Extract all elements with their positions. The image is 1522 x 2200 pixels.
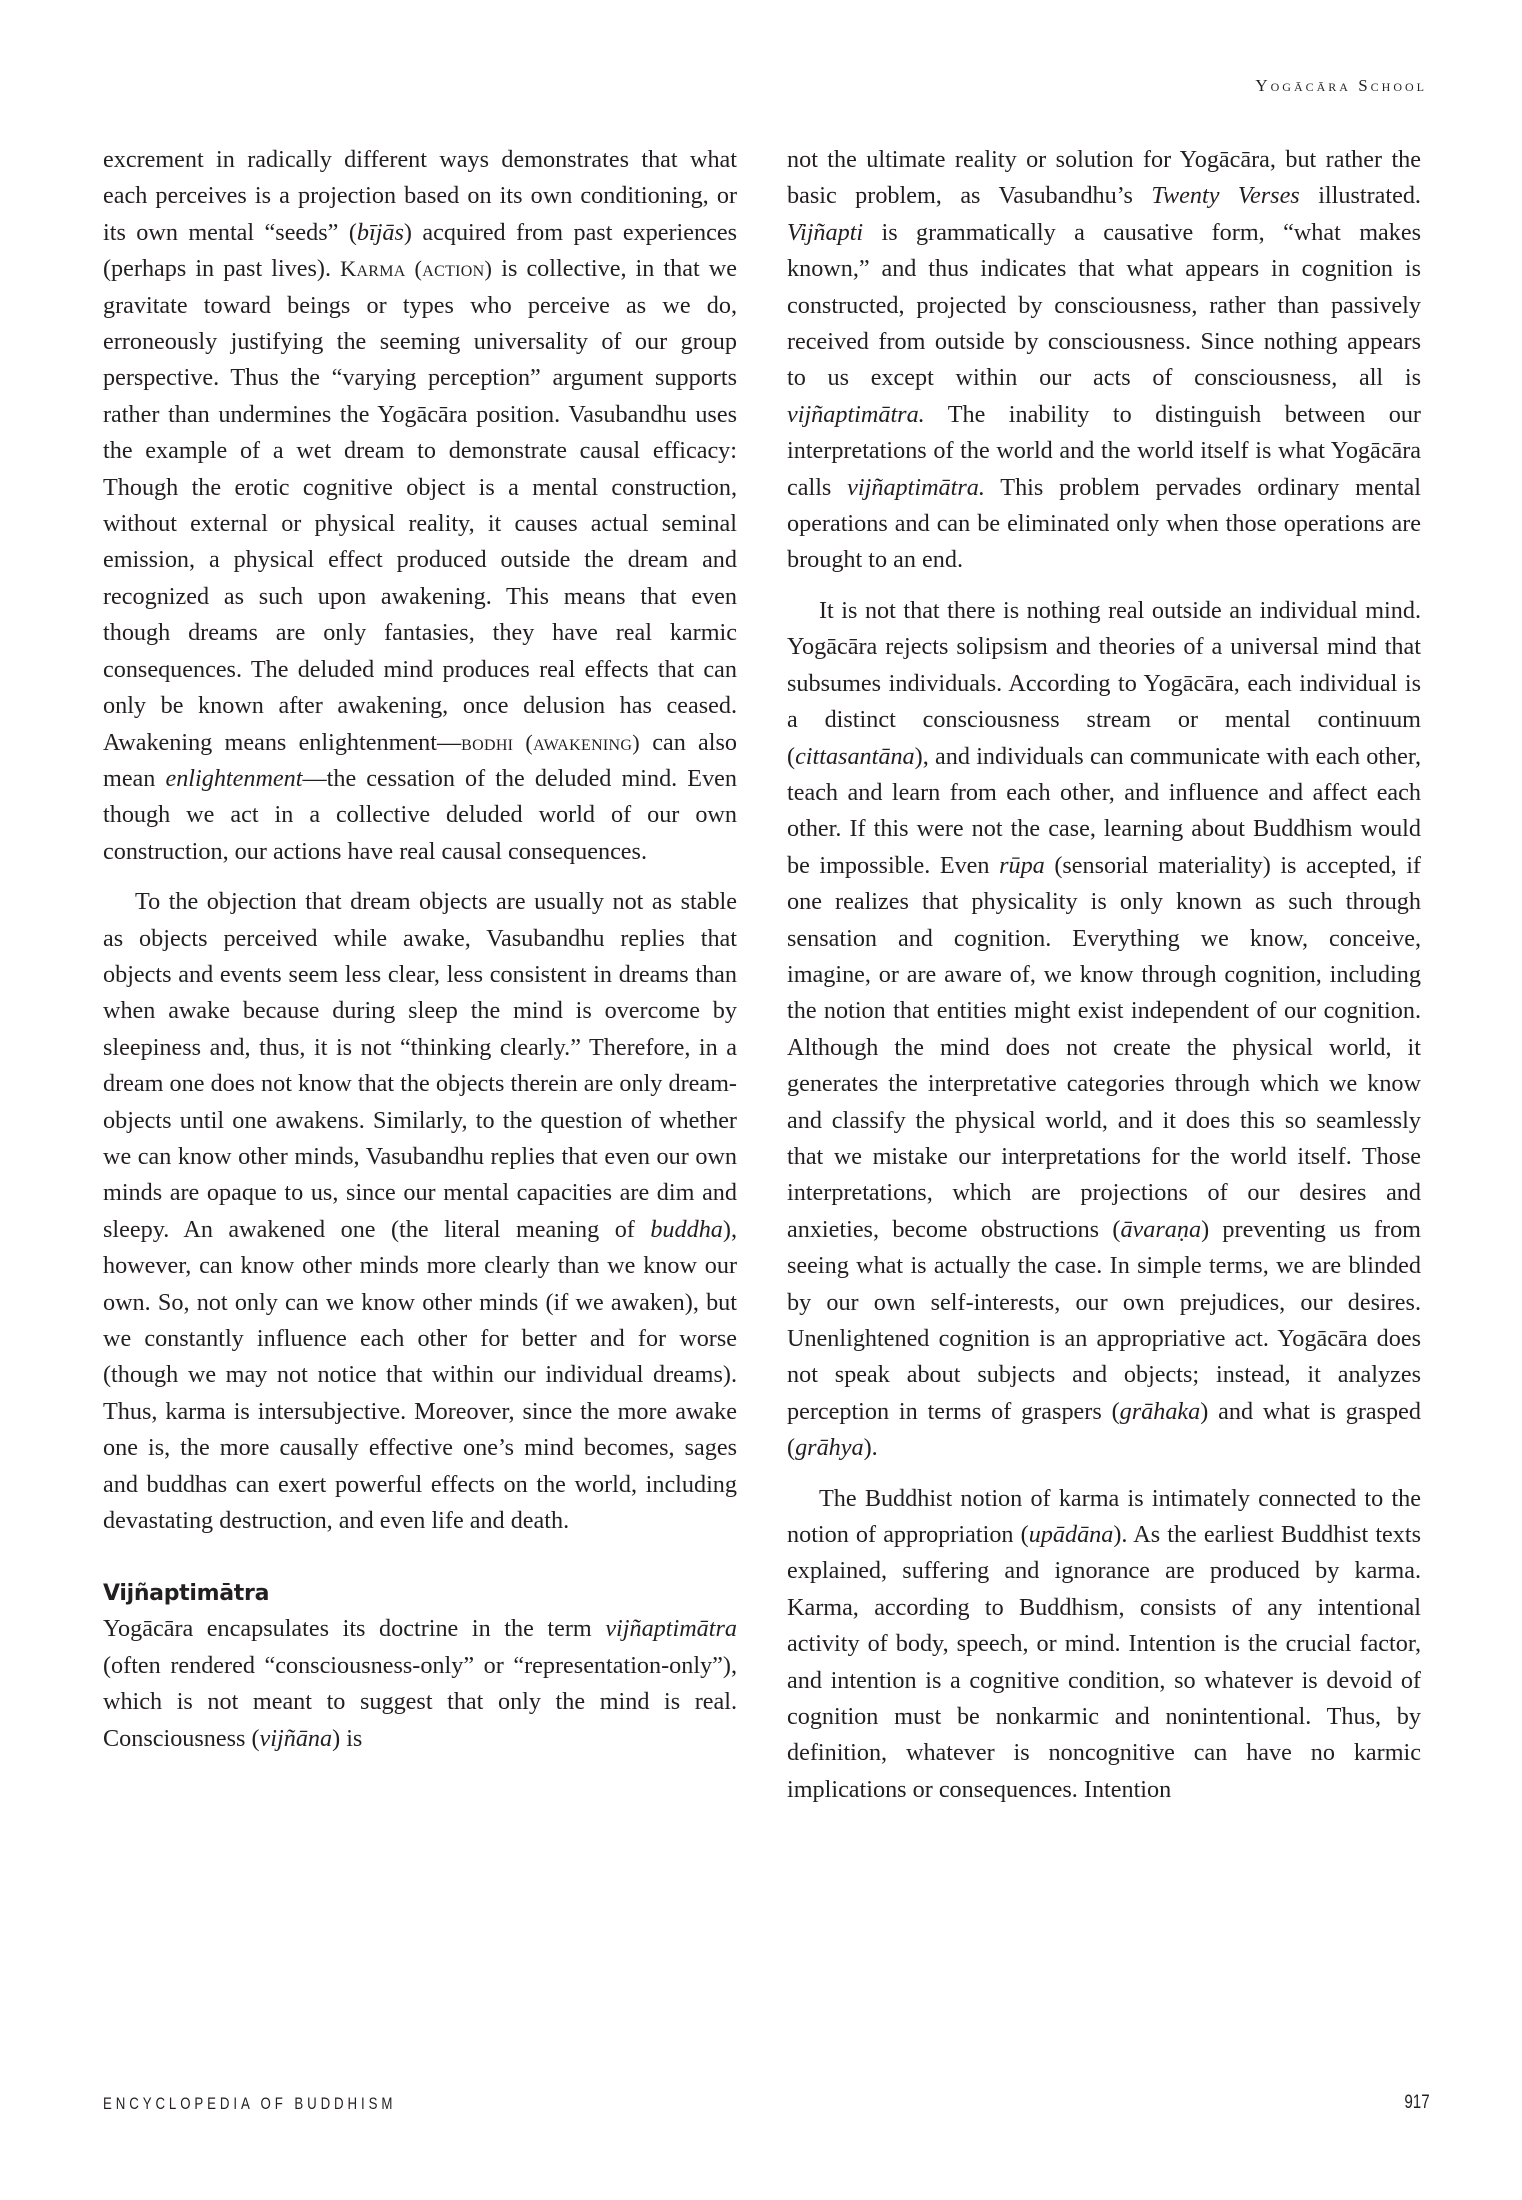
paragraph <box>787 1481 1421 1809</box>
cross-reference: Karma (action) <box>340 256 493 282</box>
sanskrit-term: Vijñapti <box>787 218 864 246</box>
sanskrit-term: grāhaka <box>1119 1397 1201 1425</box>
emphasis: enlightenment <box>165 764 303 792</box>
text: is collective, in that we gravitate toward beings or types who perceive as we do, erroneously justifying the seeming universality of our group perspective. Thus the “varying perception” argument supports rather than undermines the Yogācāra position. Vasubandhu uses the example of a wet dream to demonstrate causal efficacy: Though the erotic cognitive object is a mental construction, without external or physical reality, it causes actual seminal emission, a physical effect produced outside the dream and recognized as such upon awakening. This means that even though dreams are only fantasies, they have real karmic consequences. The deluded mind produces real effects that can only be known after awakening, once delusion has ceased. Awakening means enlightenment— <box>103 255 737 756</box>
sanskrit-term: grāhya <box>795 1434 864 1462</box>
text: ), however, can know other minds more clearly than we know our own. So, not only can we know other minds (if we awaken), but we constantly influence each other for better and for worse (though we may not notice that within our individual dreams). Thus, karma is intersubjective. Moreover, since the more awake one is, the more causally effective one’s mind becomes, sages and buddhas can exert powerful effects on the world, including devastating destruction, and even life and death. <box>103 1215 737 1535</box>
paragraph <box>103 884 737 1539</box>
footer-publication-title: ENCYCLOPEDIA OF BUDDHISM <box>103 2094 397 2113</box>
sanskrit-term: vijñāna <box>259 1724 333 1752</box>
text: ) preventing us from seeing what is actually the case. In simple terms, we are blinded by our own self-interests, our own prejudices, our desires. Unenlightened cognition is an appropriative act. Yogācāra does not speak about subjects and objects; instead, it analyzes perception in terms of graspers ( <box>787 1215 1421 1425</box>
sanskrit-term: buddha <box>650 1215 723 1243</box>
text: can also mean <box>103 728 737 792</box>
text: excrement in radically different ways demonstrates that what each perceives is a projection based on its own conditioning, or its own mental “seeds” ( <box>103 146 737 246</box>
sanskrit-term: cittasantāna <box>795 742 915 770</box>
text: ), and individuals can communicate with each other, teach and learn from each other, and influence and affect each other. If this were not the case, learning about Buddhism would be impossible. Even <box>787 742 1421 879</box>
text: illustrated. <box>1299 182 1421 210</box>
right-column <box>787 142 1421 1808</box>
paragraph <box>103 142 737 870</box>
sanskrit-term: upādāna <box>1028 1521 1114 1549</box>
running-head: Yogācāra School <box>1255 76 1427 95</box>
text: It is not that there is nothing real outside an individual mind. Yogācāra rejects solipsism and theories of a universal mind that subsumes individuals. According to Yogācāra, each individual is a distinct consciousness stream or mental continuum ( <box>787 596 1421 770</box>
text: ) and what is grasped ( <box>787 1397 1421 1462</box>
sanskrit-term: vijñaptimātra <box>605 1615 737 1643</box>
text: —the cessation of the deluded mind. Even though we act in a collective deluded world of our own construction, our actions have real causal consequences. <box>103 764 737 865</box>
text: is grammatically a causative form, “what makes known,” and thus indicates that what appears in cognition is constructed, projected by consciousness, rather than passively received from outside by consciousness. Since nothing appears to us except within our acts of consciousness, all is <box>787 218 1421 392</box>
paragraph <box>103 1611 737 1757</box>
section-heading: Vijñaptimātra <box>103 1581 270 1607</box>
cross-reference: bodhi (awakening) <box>461 729 640 755</box>
sanskrit-term: rūpa <box>999 851 1045 879</box>
text: Yogācāra encapsulates its doctrine in the term <box>103 1615 606 1643</box>
text: ). <box>863 1434 878 1462</box>
text: ) acquired from past experiences (perhaps in past lives). <box>103 218 737 283</box>
sanskrit-term: vijñaptimātra. <box>847 473 985 501</box>
page-number: 917 <box>1404 2092 1430 2113</box>
sanskrit-term: vijñaptimātra. <box>787 400 925 428</box>
text: (sensorial materiality) is accepted, if one realizes that physicality is only known as such through sensation and cognition. Everything we know, conceive, imagine, or are aware of, we know through cognition, including the notion that entities might exist independent of our cognition. Although the mind does not create the physical world, it generates the interpretative categories through which we know and classify the physical world, and it does this so seamlessly that we mistake our interpretations for the world itself. Those interpretations, which are projections of our desires and anxieties, become obstructions ( <box>787 851 1421 1243</box>
paragraph <box>787 593 1421 1467</box>
left-column <box>103 142 737 1757</box>
text: The Buddhist notion of karma is intimately connected to the notion of appropriation ( <box>787 1484 1421 1549</box>
text: ) is <box>332 1724 363 1752</box>
book-title: Twenty Verses <box>1151 182 1300 210</box>
sanskrit-term: bījās <box>356 218 404 246</box>
paragraph <box>787 142 1421 579</box>
text: The inability to distinguish between our interpretations of the world and the world itself is what Yogācāra calls <box>787 400 1421 501</box>
text: To the objection that dream objects are usually not as stable as objects perceived while awake, Vasubandhu replies that objects and events seem less clear, less consistent in dreams than when awake because during sleep the mind is overcome by sleepiness and, thus, it is not “thinking clearly.” Therefore, in a dream one does not know that the objects therein are only dream-objects until one awakens. Similarly, to the question of whether we can know other minds, Vasubandhu replies that even our own minds are opaque to us, since our mental capacities are dim and sleepy. An awakened one (the literal meaning of <box>103 888 737 1243</box>
text: ). As the earliest Buddhist texts explained, suffering and ignorance are produced by karma. Karma, according to Buddhism, consists of any intentional activity of body, speech, or mind. Intention is the crucial factor, and intention is a cognitive condition, so whatever is devoid of cognition must be nonkarmic and nonintentional. Thus, by definition, whatever is noncognitive can have no karmic implications or consequences. Intention <box>787 1521 1422 1803</box>
text: not the ultimate reality or solution for Yogācāra, but rather the basic problem, as Vasubandhu’s <box>787 146 1421 210</box>
text: This problem pervades ordinary mental operations and can be eliminated only when those operations are brought to an end. <box>787 473 1421 574</box>
sanskrit-term: āvaraṇa <box>1120 1215 1202 1243</box>
text: (often rendered “consciousness-only” or “representation-only”), which is not meant to suggest that only the mind is real. Consciousness ( <box>103 1651 737 1752</box>
